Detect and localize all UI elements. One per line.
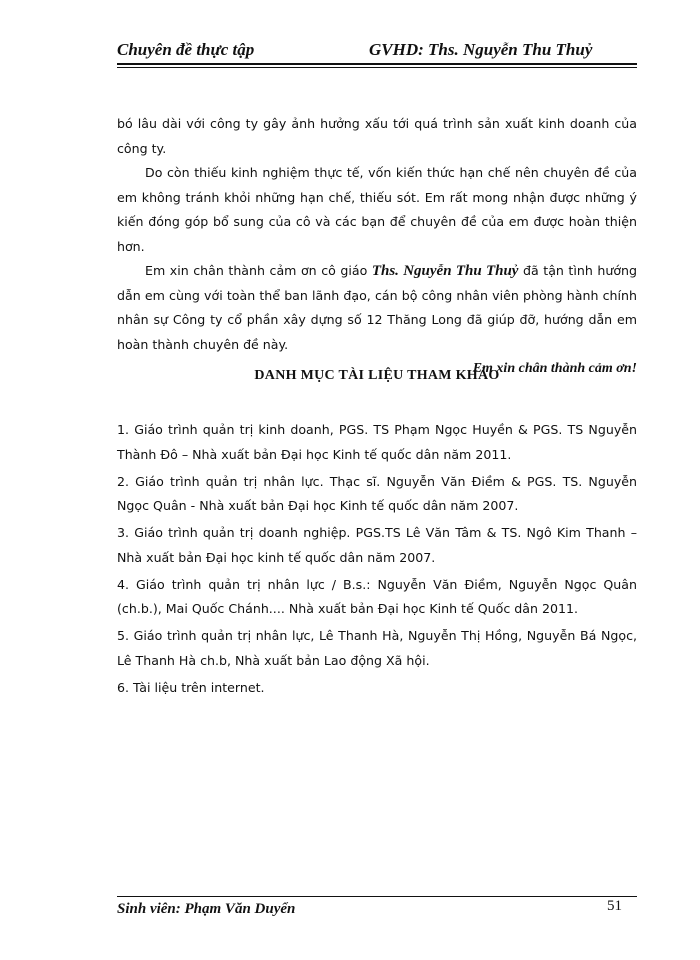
reference-item: 1. Giáo trình quản trị kinh doanh, PGS. TS Phạm Ngọc Huyền & PGS. TS Nguyễn Thành Đô – Nhà xuất bản Đại học Kinh tế quốc dân năm 2011. — [117, 422, 637, 462]
page-number: 51 — [607, 898, 622, 914]
header-supervisor: GVHD: Ths. Nguyễn Thu Thuỷ — [369, 40, 593, 59]
thanks-line: Em xin chân thành cảm ơn! — [472, 361, 637, 376]
ack-text-before: Em xin chân thành cảm ơn cô giáo — [145, 263, 372, 278]
page-header — [117, 40, 637, 62]
reference-item: 3. Giáo trình quản trị doanh nghiệp. PGS.TS Lê Văn Tâm & TS. Ngô Kim Thanh – Nhà xuất bản Đại học kinh tế quốc dân năm 2007. — [117, 525, 637, 565]
reference-item: 4. Giáo trình quản trị nhân lực / B.s.: Nguyễn Văn Điềm, Nguyễn Ngọc Quân (ch.b.), Mai Quốc Chánh.... Nhà xuất bản Đại học Kinh tế Quốc dân 2011. — [117, 576, 637, 616]
paragraph-acknowledgement — [117, 259, 637, 357]
reference-item: 6. Tài liệu trên internet. — [117, 679, 265, 695]
references-list — [117, 418, 637, 703]
paragraph-continued: bó lâu dài với công ty gây ảnh hưởng xấu tới quá trình sản xuất kinh doanh của công ty. — [117, 116, 637, 156]
header-title: Chuyên đề thực tập — [117, 40, 255, 59]
header-rule-thick — [117, 63, 637, 65]
advisor-name: Ths. Nguyễn Thu Thuỷ — [371, 263, 519, 279]
body-text — [117, 112, 637, 381]
header-rule-thin — [117, 67, 637, 68]
ack-text-after: đã tận tình hướng dẫn em cùng với toàn thể ban lãnh đạo, cán bộ công nhân viên phòng hành chính nhân sự Công ty cổ phần xây dựng số 12 Thăng Long đã giúp đỡ, hướng dẫn em hoàn thành chuyên đề này. — [117, 263, 638, 352]
references-title: DANH MỤC TÀI LIỆU THAM KHẢO — [254, 368, 500, 383]
footer-rule — [117, 896, 637, 897]
reference-item: 2. Giáo trình quản trị nhân lực. Thạc sĩ. Nguyễn Văn Điềm & PGS. TS. Nguyễn Ngọc Quân - Nhà xuất bản Đại học Kinh tế quốc dân năm 2007. — [117, 473, 637, 513]
reference-item: 5. Giáo trình quản trị nhân lực, Lê Thanh Hà, Nguyễn Thị Hồng, Nguyễn Bá Ngọc, Lê Thanh Hà ch.b, Nhà xuất bản Lao động Xã hội. — [117, 628, 637, 668]
footer-student: Sinh viên: Phạm Văn Duyển — [117, 901, 296, 917]
paragraph-limitations: Do còn thiếu kinh nghiệm thực tế, vốn kiến thức hạn chế nên chuyên đề của em không tránh khỏi những hạn chế, thiếu sót. Em rất mong nhận được những ý kiến đóng góp bổ sung của cô và các bạn để chuyên đề của em được hoàn thiện hơn. — [117, 165, 637, 254]
